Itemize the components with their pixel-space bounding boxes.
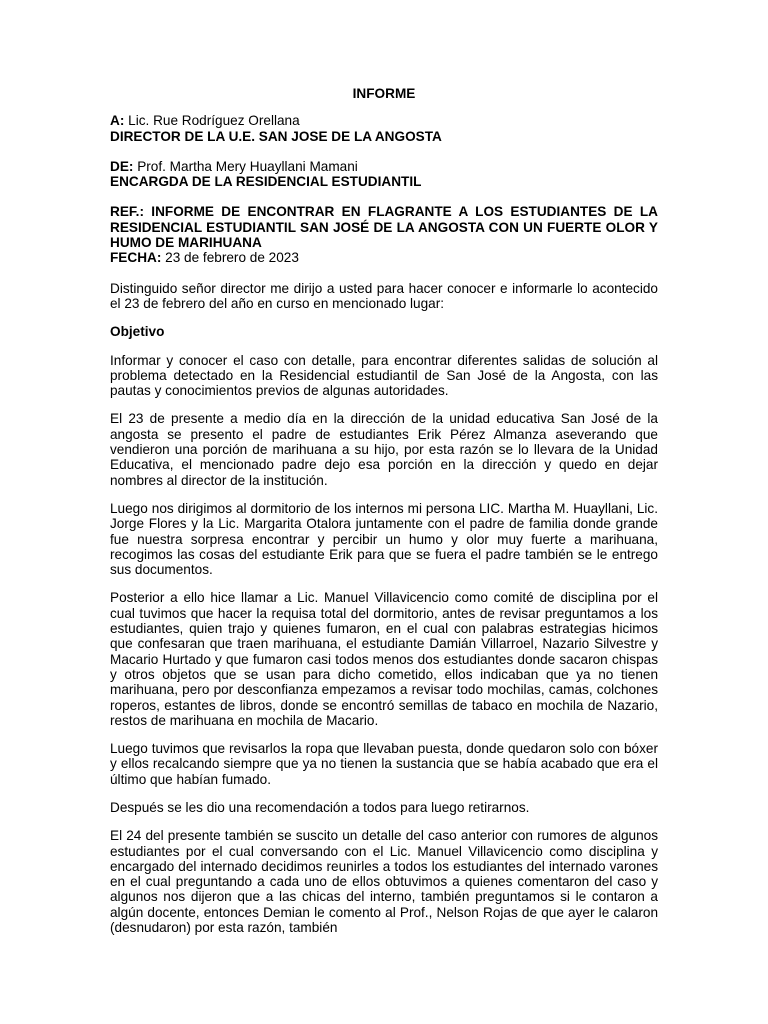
sender-block (110, 159, 658, 190)
sender-line (110, 159, 658, 174)
document-title: INFORME (352, 86, 416, 101)
date-value: 23 de febrero de 2023 (165, 250, 299, 266)
recipient-position: DIRECTOR DE LA U.E. SAN JOSE DE LA ANGOSTA (110, 128, 442, 144)
objective-heading: Objetivo (110, 324, 165, 340)
body-paragraph-dormitory: Luego nos dirigimos al dormitorio de los internos mi persona LIC. Martha M. Huayllani, Lic. Jorge Flores y la Lic. Margarita Otalora juntamente con el padre de familia donde grande fue nuestra sorpresa encontrar y percibir un humo y olor muy fuerte a marihuana, recogimos las cosas del estudiante Erik para que se fuera el padre también se le entrego sus documentos. (110, 500, 658, 578)
body-paragraph-search: Posterior a ello hice llamar a Lic. Manuel Villavicencio como comité de disciplina por el cual tuvimos que hacer la requisa total del dormitorio, antes de revisar preguntamos a los estudiantes, quien trajo y quienes fumaron, en el cual con palabras estrategias hicimos que confesaran que traen marihuana, el estudiante Damián Villarroel, Nazario Silvestre y Macario Hurtado y que fumaron casi todos menos dos estudiantes donde sacaron chispas y otros objetos que se usan para dicho cometido, ellos indicaban que ya no tienen marihuana, pero por desconfianza empezamos a revisar todo mochilas, camas, colchones roperos, estantes de libros, donde se encontró semillas de tabaco en mochila de Nazario, restos de marihuana en mochila de Macario. (110, 590, 658, 728)
reference-text: REF.: INFORME DE ENCONTRAR EN FLAGRANTE A LOS ESTUDIANTES DE LA RESIDENCIAL ESTUDIANTIL SAN JOSÉ DE LA ANGOSTA CON UN FUERTE OLOR Y HUMO DE MARIHUANA (110, 204, 658, 251)
sender-position: ENCARGDA DE LA RESIDENCIAL ESTUDIANTIL (110, 174, 422, 190)
body-paragraph-objective: Informar y conocer el caso con detalle, para encontrar diferentes salidas de solución al problema detectado en la Residencial estudiantil de San José de la Angosta, con las pautas y conocimientos previos de algunas autoridades. (110, 352, 658, 399)
body-paragraph-recommendation: Después se les dio una recomendación a todos para luego retirarnos. (110, 799, 530, 815)
body-paragraph-clothing: Luego tuvimos que revisarlos la ropa que llevaban puesta, donde quedaron solo con bóxer y ellos recalcando siempre que ya no tienen la sustancia que se había acabado que era el último que habían fumado. (110, 741, 658, 787)
sender-name: Prof. Martha Mery Huayllani Mamani (137, 158, 358, 174)
recipient-line (110, 113, 658, 128)
intro-paragraph: Distinguido señor director me dirijo a usted para hacer conocer e informarle lo acontecido el 23 de febrero del año en curso en mencionado lugar: (110, 280, 658, 311)
date-line (110, 250, 658, 265)
body-paragraph-event: El 23 de presente a medio día en la dirección de la unidad educativa San José de la angosta se presento el padre de estudiantes Erik Pérez Almanza aseverando que vendieron una porción de marihuana a su hijo, por esta razón se lo llevara de la Unidad Educativa, el mencionado padre dejo esa porción en la dirección y quedo en dejar nombres al director de la institución. (110, 411, 658, 488)
date-label: FECHA: (110, 250, 162, 266)
recipient-name: Lic. Rue Rodríguez Orellana (128, 113, 300, 129)
reference-block (110, 204, 658, 265)
document-page (110, 86, 658, 948)
recipient-label: A: (110, 113, 125, 129)
body-paragraph-followup: El 24 del presente también se suscito un detalle del caso anterior con rumores de algunos estudiantes por el cual conversando con el Lic. Manuel Villavicencio como disciplina y encargado del internado decidimos reunirles a todos los estudiantes del internado varones en el cual preguntando a cada uno de ellos obtuvimos a quienes comentaron del caso y algunos nos dijeron que a las chicas del interno, también preguntamos si le contaron a algún docente, entonces Demian le comento al Prof., Nelson Rojas de que ayer le calaron (desnudaron) por esta razón, también (110, 828, 658, 936)
sender-label: DE: (110, 158, 134, 174)
recipient-block (110, 113, 658, 144)
